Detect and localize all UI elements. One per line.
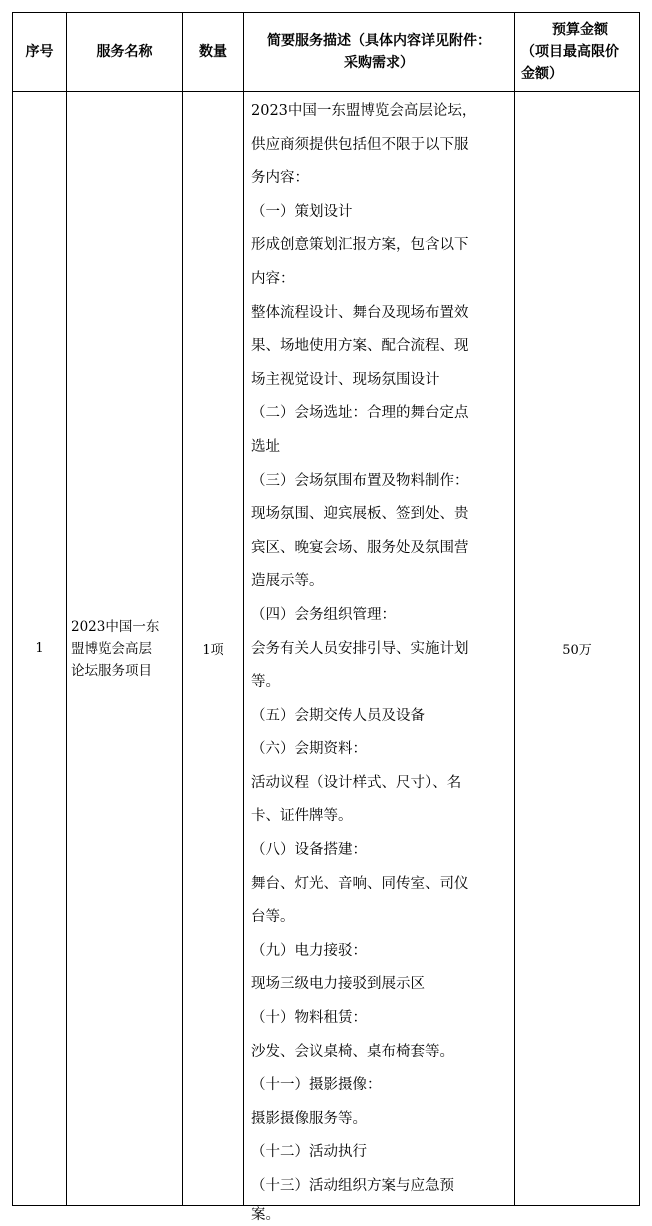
header-service-name-label: 服务名称 bbox=[96, 44, 153, 60]
description-line: 等。 bbox=[251, 674, 280, 691]
row-quantity-value: 1项 bbox=[202, 643, 224, 658]
description-line: 场主视觉设计、现场氛围设计 bbox=[251, 371, 440, 388]
row-service-name bbox=[71, 92, 181, 1205]
description-line: 2023中国一东盟博览会高层论坛， bbox=[251, 103, 477, 119]
description-line: 造展示等。 bbox=[251, 573, 324, 590]
service-name-line: 论坛服务项目 bbox=[71, 662, 152, 679]
header-budget-line: 预算金额 bbox=[552, 22, 608, 38]
description-line: 舞台、灯光、音响、同传室、司仪 bbox=[251, 875, 469, 892]
description-line: 内容： bbox=[251, 270, 295, 287]
description-line: 果、场地使用方案、配合流程、现 bbox=[251, 338, 469, 355]
description-line: 务内容： bbox=[251, 170, 309, 187]
description-line: 沙发、会议桌椅、桌布椅套等。 bbox=[251, 1043, 454, 1060]
row-budget bbox=[515, 92, 639, 1205]
row-budget-value: 50万 bbox=[562, 643, 592, 658]
column-divider bbox=[66, 13, 67, 1205]
description-line: （六）会期资料： bbox=[251, 741, 367, 758]
description-line: 台等。 bbox=[251, 909, 295, 926]
description-line: （九）电力接驳： bbox=[251, 942, 367, 959]
procurement-table bbox=[12, 12, 640, 1223]
row-description bbox=[251, 95, 513, 1226]
description-line: 会务有关人员安排引导、实施计划 bbox=[251, 640, 469, 657]
header-budget-line: 金额） bbox=[521, 66, 563, 82]
description-line: 卡、证件牌等。 bbox=[251, 808, 353, 825]
description-line: （十二）活动执行 bbox=[251, 1144, 367, 1161]
description-line: 宾区、晚宴会场、服务处及氛围营 bbox=[251, 539, 469, 556]
service-name-line: 盟博览会高层 bbox=[71, 640, 152, 657]
description-line: （三）会场氛围布置及物料制作： bbox=[251, 472, 469, 489]
column-divider bbox=[243, 13, 244, 1205]
header-quantity bbox=[183, 13, 243, 91]
description-line: 形成创意策划汇报方案，包含以下 bbox=[251, 237, 469, 254]
header-index bbox=[13, 13, 66, 91]
description-line: 摄影摄像服务等。 bbox=[251, 1110, 367, 1127]
description-line: 现场氛围、迎宾展板、签到处、贵 bbox=[251, 506, 469, 523]
description-line: 选址 bbox=[251, 438, 280, 455]
description-line: 案。 bbox=[251, 1206, 280, 1223]
header-quantity-label: 数量 bbox=[199, 44, 227, 60]
description-line: 供应商须提供包括但不限于以下服 bbox=[251, 136, 469, 153]
description-line: 活动议程（设计样式、尺寸）、名 bbox=[251, 774, 462, 791]
description-line: （十一）摄影摄像： bbox=[251, 1077, 382, 1094]
description-line: （一）策划设计 bbox=[251, 203, 353, 220]
description-line: （四）会务组织管理： bbox=[251, 606, 396, 623]
row-quantity bbox=[183, 92, 243, 1205]
header-index-label: 序号 bbox=[25, 44, 54, 60]
description-line: （八）设备搭建： bbox=[251, 842, 367, 859]
description-line: （五）会期交传人员及设备 bbox=[251, 707, 425, 724]
description-line: （二）会场选址：合理的舞台定点 bbox=[251, 405, 469, 422]
header-description bbox=[244, 13, 514, 91]
description-line: 现场三级电力接驳到展示区 bbox=[251, 976, 425, 993]
header-description-line: 简要服务描述（具体内容详见附件： bbox=[267, 33, 491, 49]
description-line: （十三）活动组织方案与应急预 bbox=[251, 1178, 454, 1194]
header-service-name bbox=[67, 13, 182, 91]
row-index-value: 1 bbox=[35, 641, 44, 656]
service-name-line: 2023中国一东 bbox=[71, 618, 160, 635]
header-budget-line: （项目最高限价 bbox=[521, 44, 619, 60]
row-index bbox=[13, 92, 66, 1205]
description-line: 整体流程设计、舞台及现场布置效 bbox=[251, 304, 469, 321]
description-line: （十）物料租赁： bbox=[251, 1010, 367, 1027]
header-budget bbox=[515, 13, 639, 91]
header-description-line: 采购需求） bbox=[344, 55, 414, 71]
